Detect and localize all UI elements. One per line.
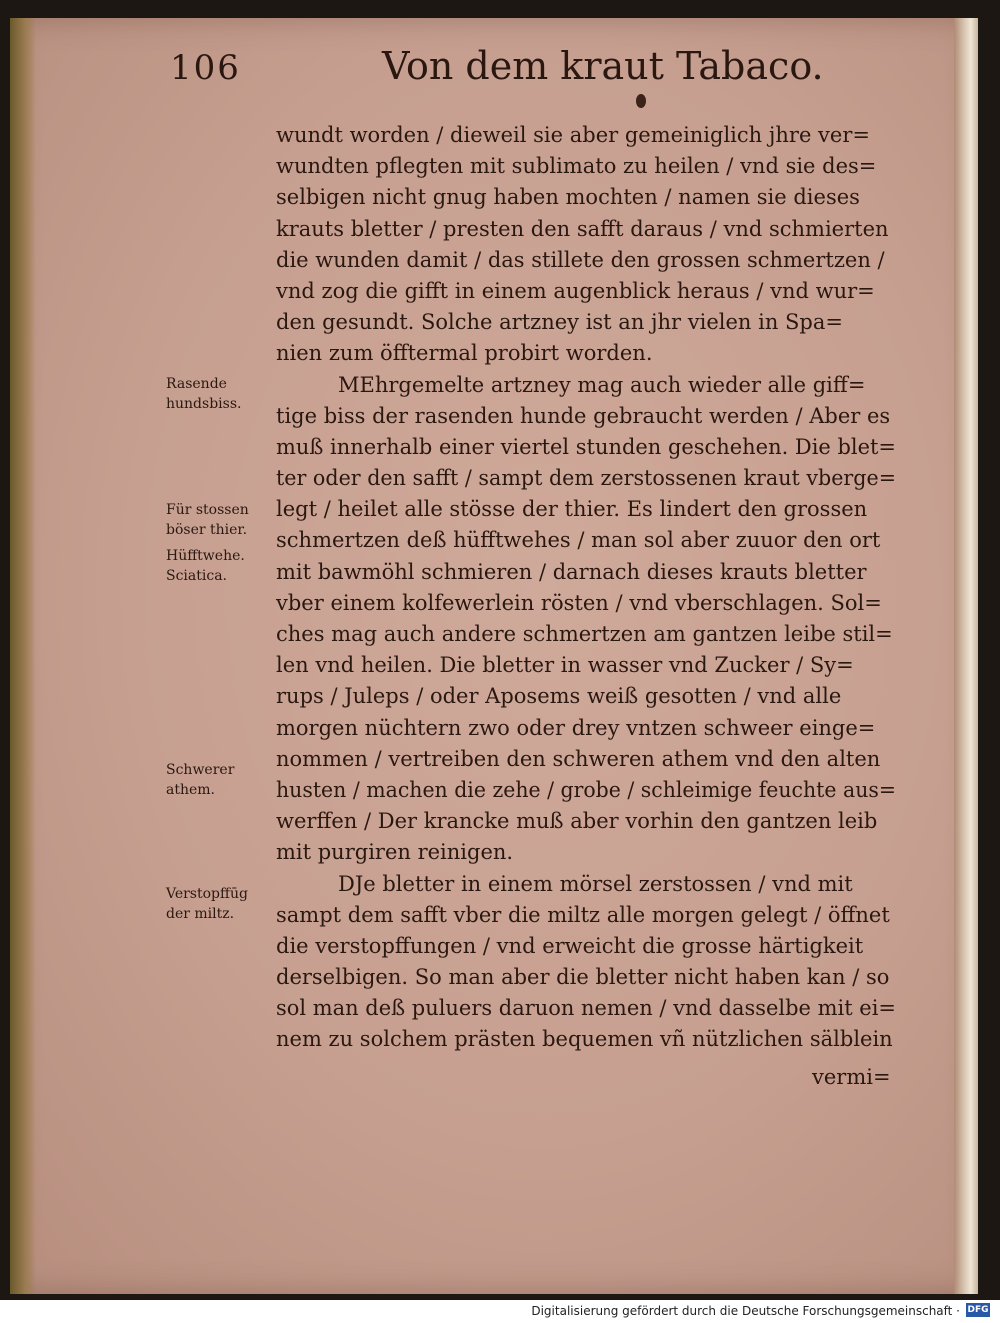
- text-line-content: MEhrgemelte artzney mag auch wieder alle giff=: [338, 372, 866, 397]
- page-number: 106: [170, 48, 241, 88]
- text-line-content: krauts bletter / presten den safft daraus / vnd schmierten: [276, 216, 889, 241]
- page-left-edge: [10, 18, 36, 1294]
- text-line-content: wundt worden / dieweil sie aber gemeiniglich jhre ver=: [276, 123, 870, 147]
- catchword: vermi=: [812, 1065, 891, 1089]
- margin-note-line: der miltz.: [166, 906, 235, 922]
- text-line: [276, 806, 896, 837]
- text-line-content: tige biss der rasenden hunde gebraucht werden / Aber es: [276, 403, 891, 428]
- text-line: [276, 276, 896, 307]
- text-line-content: vnd zog die gifft in einem augenblick heraus / vnd wur=: [276, 278, 875, 303]
- dfg-logo: DFG: [967, 1305, 989, 1315]
- margin-note-line: athem.: [166, 782, 215, 798]
- text-line-content: derselbigen. So man aber die bletter nicht haben kan / so: [276, 965, 890, 990]
- text-line: [276, 463, 896, 494]
- text-line-content: mit purgiren reinigen.: [276, 840, 514, 865]
- text-line: [276, 744, 896, 775]
- running-head-latin: Tabaco.: [676, 44, 824, 88]
- main-text-block: [276, 120, 896, 1056]
- margin-note-line: Hüfftwehe.: [166, 548, 245, 564]
- text-line: [276, 931, 896, 962]
- text-line-content: selbigen nicht gnug haben mochten / namen sie dieses: [276, 185, 860, 210]
- text-line-content: sampt dem safft vber die miltz alle morgen gelegt / öffnet: [276, 902, 890, 927]
- text-line-content: rups / Juleps / oder Aposems weiß gesotten / vnd alle: [276, 684, 842, 709]
- text-line-content: legt / heilet alle stösse der thier. Es lindert den grossen: [276, 497, 868, 522]
- funding-notice: Digitalisierung gefördert durch die Deutsche Forschungsgemeinschaft ·: [531, 1304, 960, 1318]
- text-line: [276, 1024, 896, 1055]
- margin-note-line: Für stossen: [166, 502, 249, 518]
- text-line-content: die verstopffungen / vnd erweicht die grosse härtigkeit: [276, 933, 864, 958]
- text-line: [276, 307, 896, 338]
- text-line: [276, 525, 896, 556]
- text-line-content: ter oder den safft / sampt dem zerstossenen kraut vberge=: [276, 466, 897, 491]
- margin-note-schwerer-athem: [166, 760, 278, 800]
- text-line: [276, 245, 896, 276]
- text-line-content: husten / machen die zehe / grobe / schleimige feuchte aus=: [276, 777, 897, 802]
- margin-note-rasende: [166, 374, 278, 414]
- text-line: [276, 401, 896, 432]
- text-line: [276, 120, 896, 151]
- text-line: [276, 837, 896, 868]
- running-head: [382, 44, 824, 88]
- text-line-content: ches mag auch andere schmertzen am gantzen leibe stil=: [276, 622, 893, 646]
- text-line: [276, 182, 896, 213]
- margin-note-line: Verstopffūg: [166, 886, 248, 902]
- text-line-content: len vnd heilen. Die bletter in wasser vnd Zucker / Sy=: [276, 653, 854, 678]
- text-line: [276, 993, 896, 1024]
- margin-note-line: böser thier.: [166, 522, 248, 538]
- text-line: [276, 588, 896, 619]
- margin-note-hueftwehe: [166, 546, 278, 586]
- ink-blot: [636, 94, 646, 108]
- text-line-content: morgen nüchtern zwo oder drey vntzen schweer einge=: [276, 715, 876, 740]
- margin-note-line: Rasende: [166, 376, 227, 392]
- text-line-content: muß innerhalb einer viertel stunden geschehen. Die blet=: [276, 434, 896, 459]
- text-line: [276, 650, 896, 681]
- margin-note-line: hundsbiss.: [166, 396, 242, 412]
- text-line: [276, 681, 896, 712]
- text-line-content: den gesundt. Solche artzney ist an jhr vielen in Spa=: [276, 310, 843, 335]
- margin-note-stossen: [166, 500, 278, 540]
- text-line-content: mit bawmöhl schmieren / darnach dieses krauts bletter: [276, 559, 867, 584]
- margin-note-line: Sciatica.: [166, 568, 227, 584]
- margin-note-verstopffung: [166, 884, 278, 924]
- text-line: [276, 370, 896, 401]
- margin-note-line: Schwerer: [166, 762, 235, 778]
- text-line-content: nommen / vertreiben den schweren athem vnd den alten: [276, 746, 881, 771]
- text-line: [276, 432, 896, 463]
- text-line-content: sol man deß puluers daruon nemen / vnd dasselbe mit ei=: [276, 996, 896, 1021]
- text-line-content: die wunden damit / das stillete den grossen schmertzen /: [276, 247, 885, 272]
- text-line: [276, 775, 896, 806]
- text-line-content: DJe bletter in einem mörsel zerstossen / vnd mit: [338, 871, 853, 896]
- text-line-content: schmertzen deß hüfftwehes / man sol aber zuuor den ort: [276, 528, 881, 553]
- text-line: [276, 338, 896, 369]
- text-line-content: nem zu solchem prästen bequemen vñ nützlichen sälblein: [276, 1027, 893, 1052]
- page-right-edge: [954, 18, 978, 1294]
- text-line: [276, 619, 896, 650]
- text-line: [276, 214, 896, 245]
- text-line-content: vber einem kolfewerlein rösten / vnd vberschlagen. Sol=: [276, 590, 882, 615]
- text-line: [276, 151, 896, 182]
- text-line-content: wundten pflegten mit sublimato zu heilen / vnd sie des=: [276, 154, 877, 179]
- text-line: [276, 494, 896, 525]
- text-line: [276, 557, 896, 588]
- text-line-content: werffen / Der krancke muß aber vorhin den gantzen leib: [276, 809, 878, 834]
- text-line: [276, 713, 896, 744]
- running-head-title: Von dem kraut: [382, 44, 664, 88]
- text-line-content: nien zum öfftermal probirt worden.: [276, 341, 653, 366]
- text-line: [276, 869, 896, 900]
- text-line: [276, 900, 896, 931]
- text-line: [276, 962, 896, 993]
